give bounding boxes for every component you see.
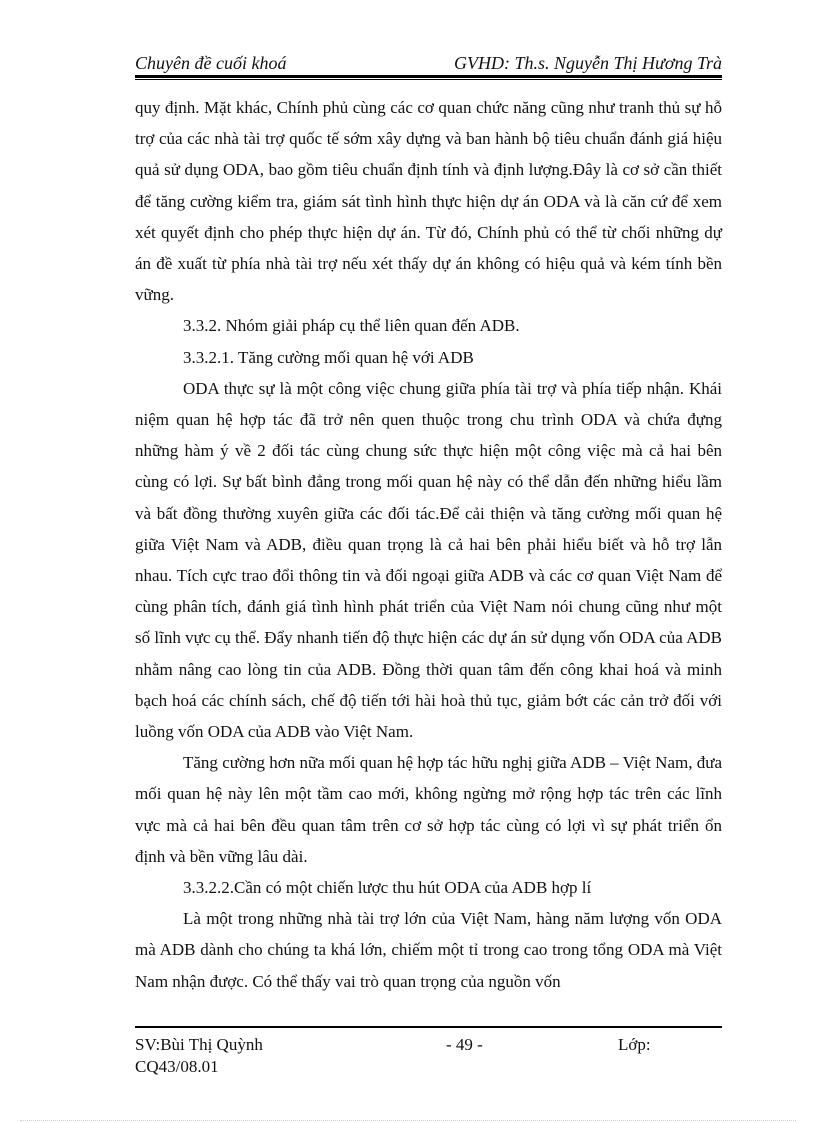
header-report-title: Chuyên đề cuối khoá [135, 53, 287, 73]
paragraph-cooperation: Tăng cường hơn nữa mối quan hệ hợp tác hữu nghị giữa ADB – Việt Nam, đưa mối quan hệ này lên một tầm cao mới, không ngừng mở rộng hợp tác trên các lĩnh vực mà cả hai bên đều quan tâm trên cơ sở hợp tác cùng có lợi vì sự phát triển ổn định và bền vững lâu dài. [135, 753, 722, 866]
paragraph-strategy: Là một trong những nhà tài trợ lớn của Việt Nam, hàng năm lượng vốn ODA mà ADB dành cho chúng ta khá lớn, chiếm một tỉ trong cao trong tổng ODA mà Việt Nam nhận được. Có thể thấy vai trò quan trọng của nguồn vốn [135, 909, 722, 991]
footer-student-name: SV:Bùi Thị Quỳnh [135, 1035, 263, 1054]
page-number: - 49 - [446, 1035, 483, 1054]
footer-divider [135, 1026, 722, 1028]
page-header [135, 46, 722, 74]
section-heading-3-3-2: 3.3.2. Nhóm giải pháp cụ thể liên quan đến ADB. [183, 316, 520, 336]
paragraph-relationship: ODA thực sự là một công việc chung giữa phía tài trợ và phía tiếp nhận. Khái niệm quan hệ hợp tác đã trở nên quen thuộc trong chu trình ODA và chứa đựng những hàm ý về 2 đối tác cùng chung sức thực hiện một công việc mà cả hai bên cùng có lợi. Sự bất bình đẳng trong mối quan hệ này có thể dẫn đến những hiểu lầm và bất đồng thường xuyên giữa các đối tác.Để cải thiện và tăng cường mối quan hệ giữa Việt Nam và ADB, điều quan trọng là cả hai bên phải hiểu biết và hỗ trợ lẫn nhau. Tích cực trao đổi thông tin và đối ngoại giữa ADB và các cơ quan Việt Nam để cùng phân tích, đánh giá tình hình phát triển của Việt Nam nói chung cũng như một số lĩnh vực cụ thể. Đẩy nhanh tiến độ thực hiện các dự án sử dụng vốn ODA của ADB nhằm nâng cao lòng tin của ADB. Đồng thời quan tâm đến công khai hoá và minh bạch hoá các chính sách, chế độ tiến tới hài hoà thủ tục, giảm bớt các cản trở đối với luồng vốn ODA của ADB vào Việt Nam. [135, 378, 722, 742]
section-heading-3-3-2-2: 3.3.2.2.Cần có một chiến lược thu hút ODA của ADB hợp lí [183, 878, 592, 898]
paragraph-continuation: quy định. Mặt khác, Chính phủ cùng các cơ quan chức năng cũng như tranh thủ sự hỗ trợ của các nhà tài trợ quốc tế sớm xây dựng và ban hành bộ tiêu chuẩn đánh giá hiệu quả sử dụng ODA, bao gồm tiêu chuẩn định tính và định lượng.Đây là cơ sở cần thiết để tăng cường kiểm tra, giám sát tình hình thực hiện dự án ODA và là căn cứ để xem xét quyết định cho phép thực hiện dự án. Từ đó, Chính phủ có thể từ chối những dự án đề xuất từ phía nhà tài trợ nếu xét thấy dự án không có hiệu quả và kém tính bền vững. [135, 98, 722, 305]
header-supervisor: GVHD: Th.s. Nguyễn Thị Hương Trà [454, 53, 722, 73]
page-bottom-border [20, 1120, 796, 1121]
footer-class-label: Lớp: [618, 1035, 651, 1054]
footer-class-code: CQ43/08.01 [135, 1057, 219, 1076]
document-body [135, 92, 722, 997]
header-divider [135, 75, 722, 80]
section-heading-3-3-2-1: 3.3.2.1. Tăng cường mối quan hệ với ADB [183, 347, 474, 367]
